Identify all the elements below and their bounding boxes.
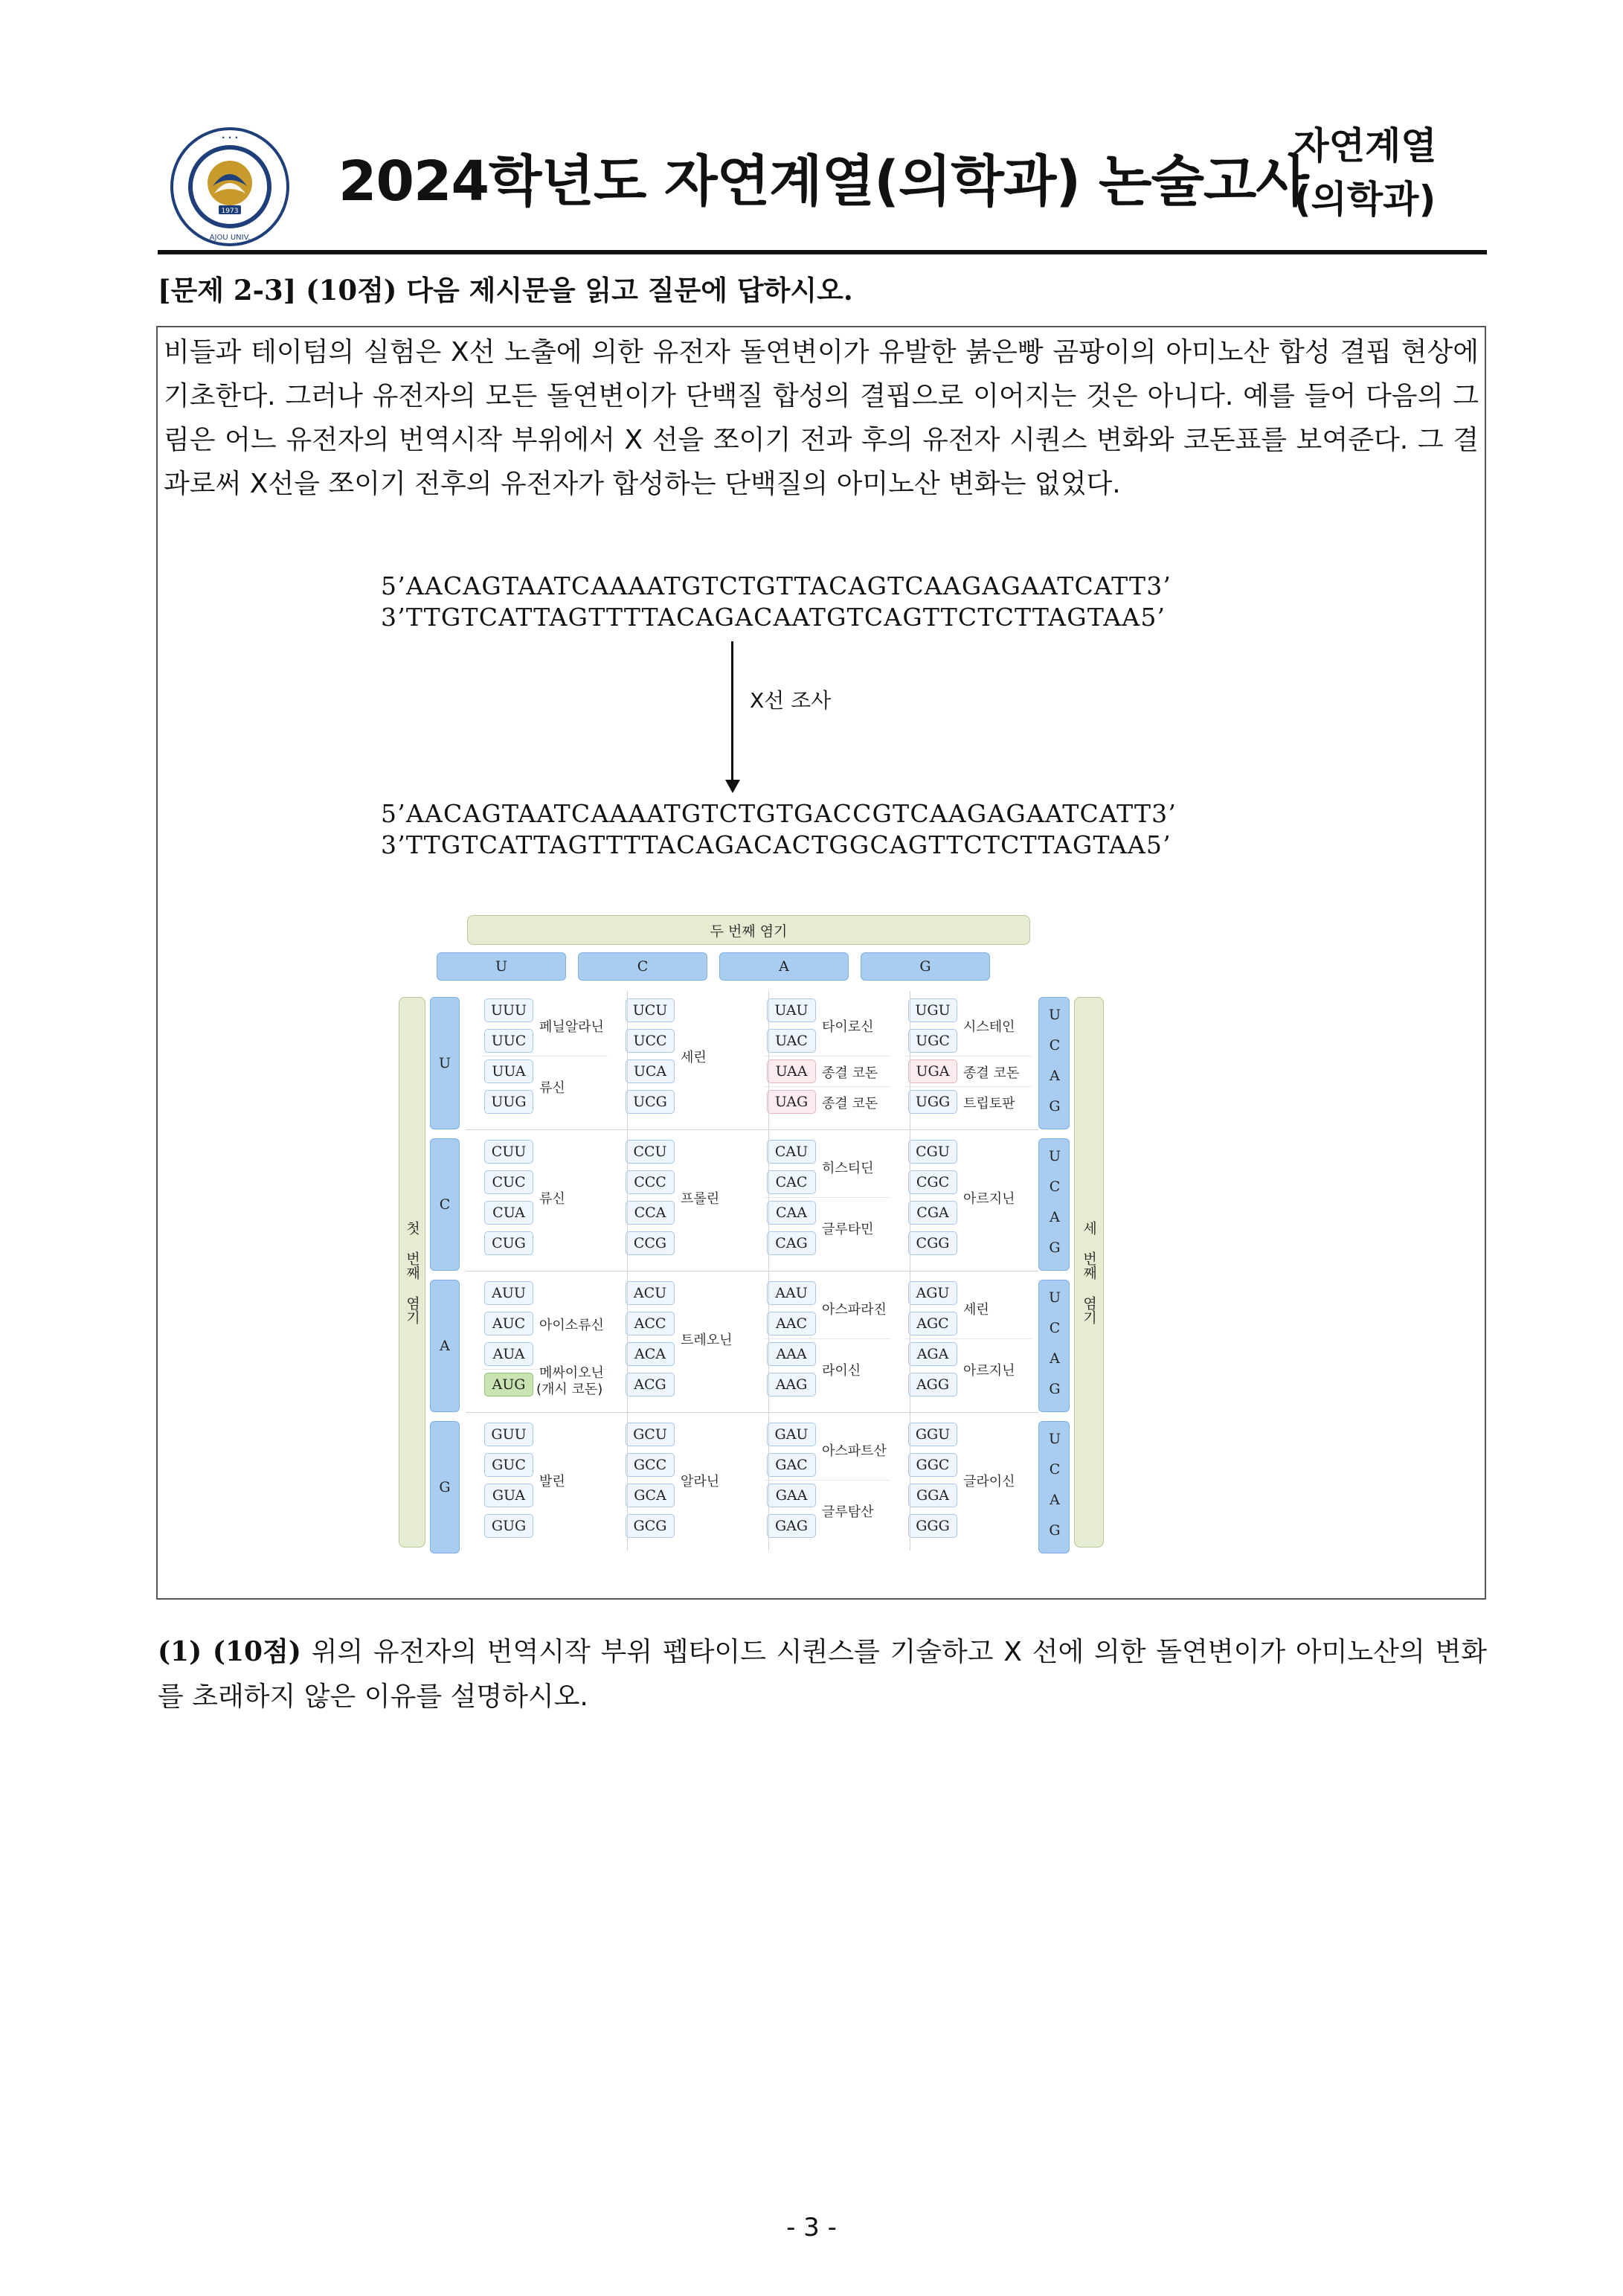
amino-acid-label: 아르지닌 <box>963 1363 1015 1379</box>
amino-acid-label: 류신 <box>539 1191 565 1207</box>
codon-ugu: UGU <box>908 998 957 1022</box>
row-separator <box>466 1412 1038 1413</box>
codon-aaa: AAA <box>767 1342 816 1366</box>
second-base-c-header: C <box>578 952 707 981</box>
amino-acid-label: 종결 코돈 <box>822 1065 878 1081</box>
passage-text: 비들과 테이텀의 실험은 X선 노출에 의한 유전자 돌연변이가 유발한 붉은빵 곰팡이의 아미노산 합성 결핍 현상에 기초한다. 그러나 유전자의 모든 돌연변이가 단백질 합성의 결핍으로 이어지는 것은 아니다. 예를 들어 다음의 그림은 어느 유전자의 번역시작 부위에서 X 선을 쪼이기 전과 후의 유전자 시퀀스 변화와 코돈표를 보여준다. 그 결과로써 X선을 쪼이기 전후의 유전자가 합성하는 단백질의 아미노산 변화는 없었다. <box>164 337 1479 499</box>
mutation-arrow <box>731 641 733 783</box>
first-base-u-label: U <box>430 997 460 1129</box>
codon-uuu: UUU <box>484 998 533 1022</box>
codon-gga: GGA <box>908 1484 957 1507</box>
group-separator <box>764 1197 890 1198</box>
group-separator <box>764 1338 890 1339</box>
third-base-letter: C <box>1049 1461 1061 1478</box>
codon-cuc: CUC <box>484 1170 533 1194</box>
first-base-header: 첫 번째 염기 <box>399 997 425 1548</box>
codon-auc: AUC <box>484 1312 533 1335</box>
codon-cca: CCA <box>626 1201 675 1225</box>
third-base-letter: A <box>1050 1209 1060 1225</box>
group-separator <box>905 1086 1032 1087</box>
third-base-letter: C <box>1049 1179 1061 1195</box>
second-base-a-header: A <box>719 952 849 981</box>
codon-uug: UUG <box>484 1090 533 1114</box>
amino-acid-label: 발린 <box>539 1474 565 1489</box>
codon-uga: UGA <box>908 1059 957 1083</box>
codon-ccu: CCU <box>626 1140 675 1164</box>
codon-agc: AGC <box>908 1312 957 1335</box>
exam-title: 2024학년도 자연계열(의학과) 논술고사 <box>338 150 1308 214</box>
third-base-letter: G <box>1049 1240 1061 1256</box>
codon-uau: UAU <box>767 998 816 1022</box>
codon-ucu: UCU <box>626 998 675 1022</box>
amino-acid-label: 종결 코돈 <box>822 1095 878 1112</box>
codon-agg: AGG <box>908 1373 957 1396</box>
codon-ucg: UCG <box>626 1090 675 1114</box>
codon-ugg: UGG <box>908 1090 957 1114</box>
codon-aac: AAC <box>767 1312 816 1335</box>
codon-cug: CUG <box>484 1231 533 1255</box>
third-base-column-row-c <box>1038 1138 1070 1271</box>
third-base-letter: G <box>1049 1098 1061 1115</box>
codon-uca: UCA <box>626 1059 675 1083</box>
third-base-column-row-g <box>1038 1421 1070 1553</box>
codon-cua: CUA <box>484 1201 533 1225</box>
amino-acid-label: 아르지닌 <box>963 1191 1015 1207</box>
third-base-letter: C <box>1049 1320 1061 1336</box>
amino-acid-label: 페닐알라닌 <box>539 1019 604 1035</box>
codon-ccc: CCC <box>626 1170 675 1194</box>
codon-aca: ACA <box>626 1342 675 1366</box>
codon-gau: GAU <box>767 1423 816 1446</box>
codon-uuc: UUC <box>484 1029 533 1053</box>
codon-acu: ACU <box>626 1281 675 1305</box>
first-base-g-label: G <box>430 1421 460 1553</box>
column-separator <box>627 991 628 1551</box>
third-base-letter: U <box>1048 1007 1061 1023</box>
codon-gug: GUG <box>484 1514 533 1538</box>
third-base-letter: G <box>1049 1522 1061 1539</box>
amino-acid-label: 종결 코돈 <box>963 1065 1020 1081</box>
codon-ugc: UGC <box>908 1029 957 1053</box>
arrow-head-icon <box>725 780 740 793</box>
codon-cga: CGA <box>908 1201 957 1225</box>
start-codon-note: (개시 코돈) <box>536 1381 603 1397</box>
svg-text:· · ·: · · · <box>221 132 239 143</box>
amino-acid-label: 류신 <box>539 1080 565 1096</box>
sub-question <box>158 1629 1487 1719</box>
codon-cgc: CGC <box>908 1170 957 1194</box>
category-line-2: (의학과) <box>1293 178 1436 221</box>
header-divider <box>158 250 1487 254</box>
amino-acid-label: 글라이신 <box>963 1474 1015 1489</box>
codon-uac: UAC <box>767 1029 816 1053</box>
third-base-column-row-u <box>1038 997 1070 1129</box>
codon-ggg: GGG <box>908 1514 957 1538</box>
amino-acid-label: 글루탐산 <box>822 1504 874 1520</box>
codon-uaa: UAA <box>767 1059 816 1083</box>
group-separator <box>764 1086 890 1087</box>
codon-cgu: CGU <box>908 1140 957 1164</box>
amino-acid-label: 알라닌 <box>681 1474 720 1489</box>
third-base-letter: A <box>1050 1068 1060 1084</box>
codon-aga: AGA <box>908 1342 957 1366</box>
group-separator <box>905 1338 1032 1339</box>
university-logo <box>170 126 290 247</box>
codon-guc: GUC <box>484 1453 533 1477</box>
codon-ccg: CCG <box>626 1231 675 1255</box>
svg-text:AJOU UNIV.: AJOU UNIV. <box>209 234 251 242</box>
third-base-letter: U <box>1048 1148 1061 1164</box>
amino-acid-label: 프롤린 <box>681 1191 720 1207</box>
third-base-letter: A <box>1050 1492 1060 1508</box>
codon-aau: AAU <box>767 1281 816 1305</box>
amino-acid-label: 아스파트산 <box>822 1443 887 1459</box>
amino-acid-label: 타이로신 <box>822 1019 874 1035</box>
third-base-letter: C <box>1049 1037 1061 1054</box>
codon-cgg: CGG <box>908 1231 957 1255</box>
sequence-after-top-strand: 5’AACAGTAATCAAAATGTCTGTGACCGTCAAGAGAATCATT3’ <box>381 799 1177 828</box>
row-separator <box>466 1271 1038 1272</box>
amino-acid-label: 메싸이오닌 <box>539 1365 604 1381</box>
amino-acid-label: 히스티딘 <box>822 1161 874 1176</box>
codon-acg: ACG <box>626 1373 675 1396</box>
third-base-letter: A <box>1050 1350 1060 1367</box>
codon-gcu: GCU <box>626 1423 675 1446</box>
codon-ggc: GGC <box>908 1453 957 1477</box>
amino-acid-label: 글루타민 <box>822 1222 874 1237</box>
third-base-letter: G <box>1049 1381 1061 1397</box>
codon-caa: CAA <box>767 1201 816 1225</box>
codon-agu: AGU <box>908 1281 957 1305</box>
row-separator <box>466 1129 1038 1130</box>
amino-acid-label: 아이소류신 <box>539 1317 604 1333</box>
amino-acid-label: 트립토판 <box>963 1095 1015 1112</box>
amino-acid-label: 아스파라진 <box>822 1302 887 1318</box>
codon-cuu: CUU <box>484 1140 533 1164</box>
column-separator <box>768 991 769 1551</box>
codon-gca: GCA <box>626 1484 675 1507</box>
arrow-label: X선 조사 <box>750 688 832 713</box>
codon-gaa: GAA <box>767 1484 816 1507</box>
codon-cac: CAC <box>767 1170 816 1194</box>
amino-acid-label: 시스테인 <box>963 1019 1015 1035</box>
sub-question-prefix: (1) (10점) <box>158 1636 301 1667</box>
codon-table <box>394 906 1108 1553</box>
third-base-letter: U <box>1048 1431 1061 1447</box>
codon-acc: ACC <box>626 1312 675 1335</box>
page-number: - 3 - <box>786 2213 837 2242</box>
category-line-1: 자연계열 <box>1293 124 1437 167</box>
codon-ucc: UCC <box>626 1029 675 1053</box>
codon-guu: GUU <box>484 1423 533 1446</box>
group-separator <box>764 1480 890 1481</box>
first-base-c-label: C <box>430 1138 460 1271</box>
amino-acid-label: 세린 <box>681 1050 707 1065</box>
codon-gac: GAC <box>767 1453 816 1477</box>
amino-acid-label: 트레오닌 <box>681 1333 733 1348</box>
codon-uua: UUA <box>484 1059 533 1083</box>
first-base-a-label: A <box>430 1280 460 1412</box>
codon-ggu: GGU <box>908 1423 957 1446</box>
codon-uag: UAG <box>767 1090 816 1114</box>
sequence-before-bottom-strand: 3’TTGTCATTAGTTTTACAGACAATGTCAGTTCTCTTAGTAA5’ <box>381 603 1166 632</box>
second-base-u-header: U <box>437 952 566 981</box>
codon-auu: AUU <box>484 1281 533 1305</box>
third-base-header: 세 번째 염기 <box>1074 997 1104 1548</box>
question-title: [문제 2-3] (10점) 다음 제시문을 읽고 질문에 답하시오. <box>158 274 853 307</box>
second-base-header: 두 번째 염기 <box>467 915 1030 945</box>
svg-text:1973: 1973 <box>221 208 239 215</box>
codon-aua: AUA <box>484 1342 533 1366</box>
codon-cau: CAU <box>767 1140 816 1164</box>
codon-gcg: GCG <box>626 1514 675 1538</box>
sequence-after-bottom-strand: 3’TTGTCATTAGTTTTACAGACACTGGCAGTTCTCTTAGTAA5’ <box>381 830 1172 859</box>
amino-acid-label: 라이신 <box>822 1363 861 1379</box>
amino-acid-label: 세린 <box>963 1302 989 1318</box>
sequence-before-top-strand: 5’AACAGTAATCAAAATGTCTGTTACAGTCAAGAGAATCATT3’ <box>381 571 1172 600</box>
codon-gcc: GCC <box>626 1453 675 1477</box>
third-base-column-row-a <box>1038 1280 1070 1412</box>
second-base-g-header: G <box>861 952 990 981</box>
codon-cag: CAG <box>767 1231 816 1255</box>
sub-question-text: 위의 유전자의 번역시작 부위 펩타이드 시퀀스를 기술하고 X 선에 의한 돌연변이가 아미노산의 변화를 초래하지 않은 이유를 설명하시오. <box>158 1637 1487 1712</box>
codon-aag: AAG <box>767 1373 816 1396</box>
third-base-letter: U <box>1048 1289 1061 1306</box>
codon-gag: GAG <box>767 1514 816 1538</box>
category-label <box>1272 119 1458 226</box>
codon-aug: AUG <box>484 1373 533 1396</box>
codon-gua: GUA <box>484 1484 533 1507</box>
